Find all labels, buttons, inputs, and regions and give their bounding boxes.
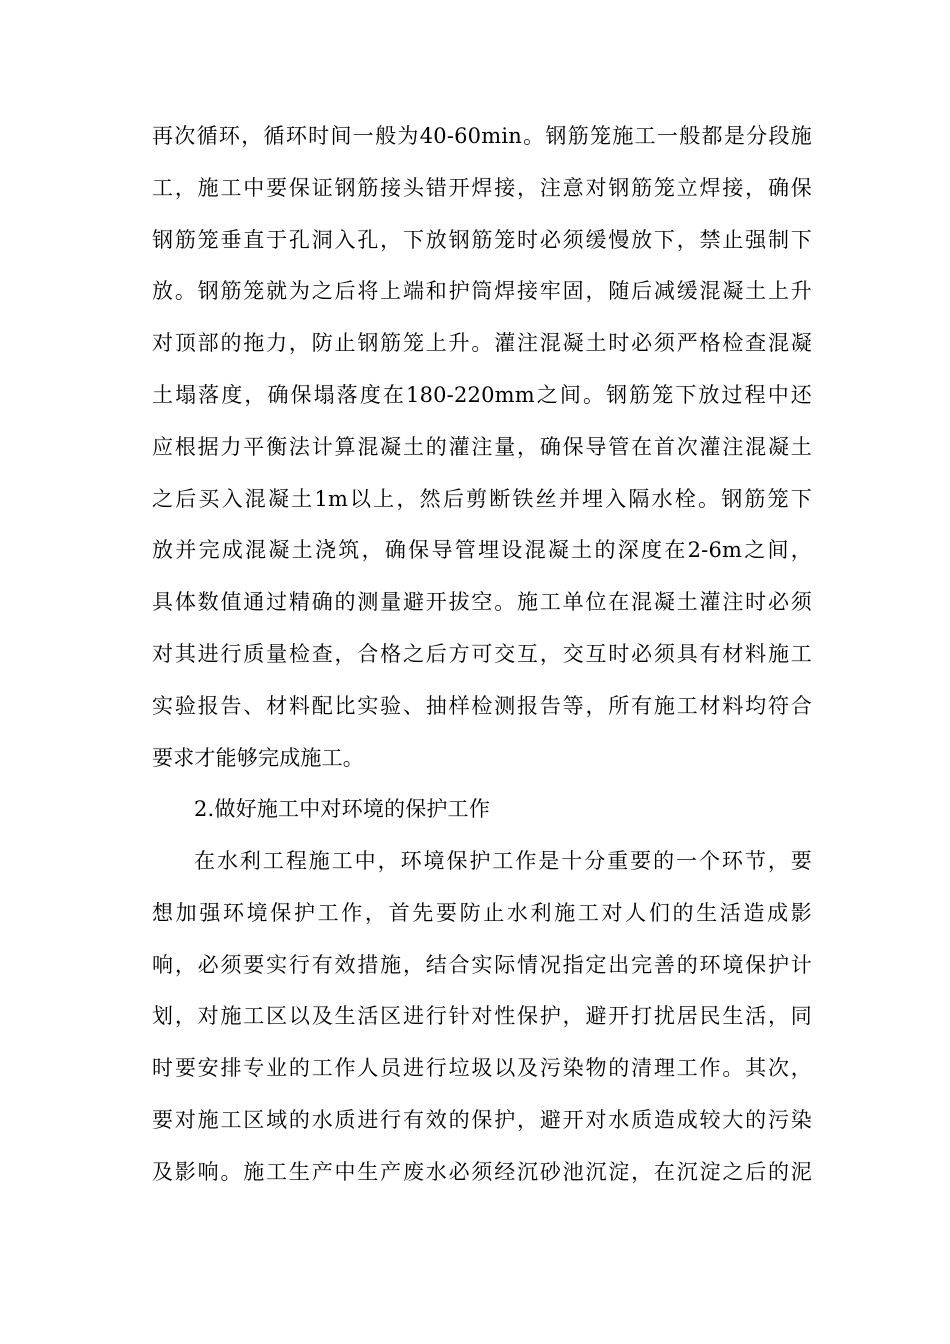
section-heading-text: 2.做好施工中对环境的保护工作 [194,797,491,821]
paragraph-line: 划，对施工区以及生活区进行针对性保护，避开打扰居民生活，同 [152,1004,812,1029]
paragraph-line: 对其进行质量检查，合格之后方可交互，交互时必须具有材料施工 [152,641,812,666]
paragraph-line: 之后买入混凝土1m以上，然后剪断铁丝并埋入隔水栓。钢筋笼下 [152,486,812,511]
paragraph-line: 再次循环，循环时间一般为40-60min。钢筋笼施工一般都是分段施 [152,124,812,148]
section-heading [152,784,812,836]
paragraph-line: 实验报告、材料配比实验、抽样检测报告等，所有施工材料均符合 [152,693,812,718]
paragraph-line: 具体数值通过精确的测量避开拔空。施工单位在混凝土灌注时必须 [152,590,812,615]
paragraph-line: 钢筋笼垂直于孔洞入孔，下放钢筋笼时必须缓慢放下，禁止强制下 [152,227,812,252]
paragraph-line: 要求才能够完成施工。 [152,745,364,770]
paragraph-line: 放并完成混凝土浇筑，确保导管埋设混凝土的深度在2-6m之间， [152,538,812,563]
paragraph-construction [152,111,812,784]
paragraph-line: 想加强环境保护工作，首先要防止水利施工对人们的生活造成影 [152,900,812,925]
paragraph-line: 及影响。施工生产中生产废水必须经沉砂池沉淀，在沉淀之后的泥 [152,1159,812,1184]
paragraph-line: 应根据力平衡法计算混凝土的灌注量，确保导管在首次灌注混凝土 [152,434,812,459]
paragraph-line: 土塌落度，确保塌落度在180-220mm之间。钢筋笼下放过程中还 [152,382,812,407]
paragraph-line: 对顶部的拖力，防止钢筋笼上升。灌注混凝土时必须严格检查混凝 [152,331,812,356]
paragraph-line: 放。钢筋笼就为之后将上端和护筒焊接牢固，随后减缓混凝土上升 [152,279,812,304]
paragraph-environment [152,836,812,1199]
paragraph-line: 响，必须要实行有效措施，结合实际情况指定出完善的环境保护计 [152,952,812,977]
paragraph-line: 时要安排专业的工作人员进行垃圾以及污染物的清理工作。其次， [152,1056,812,1081]
paragraph-line: 要对施工区域的水质进行有效的保护，避开对水质造成较大的污染 [152,1107,812,1132]
paragraph-line: 在水利工程施工中，环境保护工作是十分重要的一个环节，要 [194,849,812,873]
paragraph-line: 工，施工中要保证钢筋接头错开焊接，注意对钢筋笼立焊接，确保 [152,175,812,200]
